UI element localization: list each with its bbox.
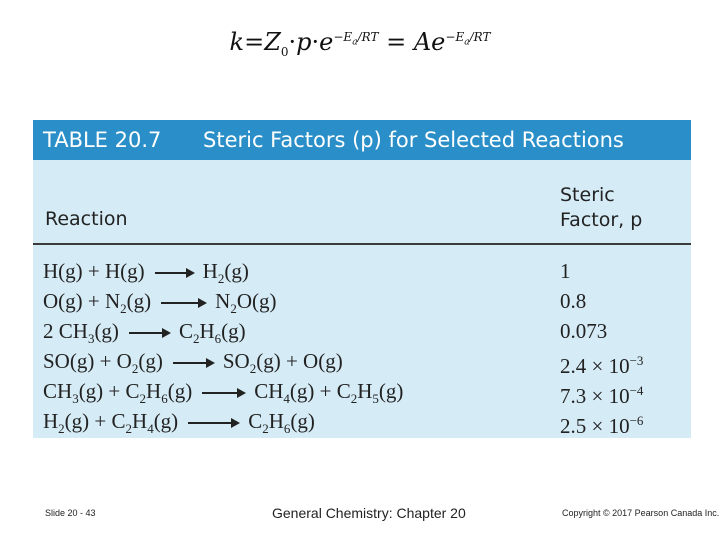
table-title: Steric Factors (p) for Selected Reactions <box>203 128 624 152</box>
formula-p: p <box>296 28 312 56</box>
table-row <box>33 346 691 376</box>
chapter-footer: General Chemistry: Chapter 20 <box>272 505 466 521</box>
reaction-equation: 2 $CH_3(g)$ $C_2H_6(g)$ <box>43 319 246 347</box>
table-row <box>33 316 691 346</box>
formula-exponent-2: −Ea/RT <box>445 30 491 48</box>
formula-Ae: Ae <box>413 28 446 56</box>
formula-equals-2: = <box>386 28 407 56</box>
table-row <box>33 406 691 436</box>
rate-constant-formula <box>0 28 720 59</box>
formula-k: k <box>229 28 245 56</box>
formula-e: e <box>319 28 334 56</box>
table-number: TABLE 20.7 <box>43 128 162 152</box>
steric-factors-table <box>33 120 691 438</box>
reaction-equation: H(g) + H(g) $H_2(g)$ <box>43 259 249 287</box>
steric-factor-value: $2.4 \times 10^{-3}$ <box>560 353 644 378</box>
reaction-equation: $CH_3(g) + C_2H_6(g) CH_4(g) + C_2H_5(g)$ <box>43 379 404 407</box>
steric-factor-value: 1 <box>560 259 571 283</box>
table-row <box>33 286 691 316</box>
slide-number: Slide 20 - 43 <box>45 508 96 518</box>
copyright-notice: Copyright © 2017 Pearson Canada Inc. <box>562 508 720 518</box>
formula-Z: Z <box>264 28 281 56</box>
reaction-equation: $O(g) + N_2(g)$ $N_2O(g)$ <box>43 289 277 317</box>
header-divider <box>33 243 691 245</box>
formula-exponent-1: −Ea/RT <box>333 30 379 48</box>
formula-Z-subscript: 0 <box>280 44 289 59</box>
column-header-reaction: Reaction <box>45 208 128 230</box>
formula-dot-2: · <box>311 28 320 56</box>
table-row <box>33 256 691 286</box>
column-header-steric-factor: Steric Factor, p <box>560 184 643 231</box>
table-header-bar <box>33 120 691 160</box>
reaction-equation: $H_2(g) + C_2H_4(g)$ $C_2H_6(g)$ <box>43 409 315 437</box>
steric-factor-value: 0.8 <box>560 289 587 313</box>
formula-equals-1: = <box>244 28 265 56</box>
steric-factor-value: $7.3 \times 10^{-4}$ <box>560 383 644 408</box>
steric-factor-value: 0.073 <box>560 319 608 343</box>
table-rows <box>33 256 691 436</box>
table-row <box>33 376 691 406</box>
steric-factor-value: $2.5 \times 10^{-6}$ <box>560 413 644 438</box>
formula-dot-1: · <box>288 28 297 56</box>
reaction-equation: $SO(g) + O_2(g) SO_2(g) + O(g)$ <box>43 349 343 377</box>
